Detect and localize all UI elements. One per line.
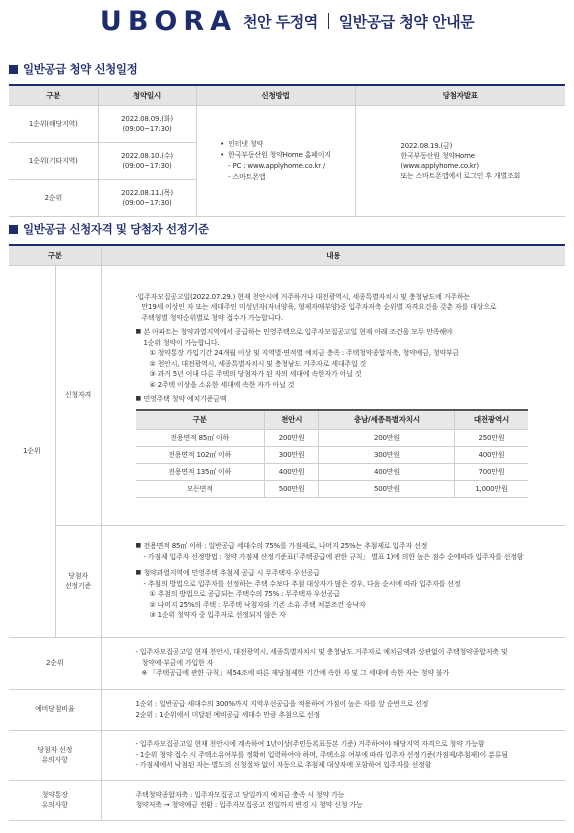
table-row: 모든면적 500만원 500만원 1,000만원 <box>136 481 528 498</box>
table-row: 전용면적 85㎡ 이하 200만원 200만원 250만원 <box>136 430 528 447</box>
list-item: - PC : www.applyhome.co.kr / <box>228 161 326 170</box>
col-header: 충남/세종특별자치시 <box>319 410 455 430</box>
col-header-date: 청약일시 <box>98 85 196 105</box>
section1-title: 일반공급 청약 신청일정 <box>9 61 137 77</box>
col-header-method: 신청방법 <box>196 85 355 105</box>
schedule-table <box>9 84 565 217</box>
qualification-intro: ·입주자모집공고일(2022.07.29.) 현재 천안시에 거주하거나 대전광역시, 세종특별자치시 및 충청남도에 거주하는 만19세 이상인 자 또는 세대주인 미성년자(자녀양육, 형제자매부양)중 입주자저축 순위별 자격요건을 갖춘 자를 대상으로 주택형별 청약순위별로 청약 접수가 가능합니다. <box>135 292 497 322</box>
rank2-label: 2순위 <box>9 637 101 689</box>
list-item: ③ 1순위 청약자 중 입주자로 선정되지 않은 자 <box>149 611 286 620</box>
row-date: 2022.08.11.(목) (09:00~17:30) <box>98 179 196 216</box>
list-item: ② 나머지 25%의 주택 : 무주택 낙첨자와 기존 소유 주택 처분조건 승낙자 <box>149 600 366 609</box>
list-item: ② 천안시, 대전광역시, 세종특별자치시 및 충청남도 거주자로 세대주일 것 <box>149 359 367 368</box>
brand-logo: UBORA <box>99 5 238 37</box>
row-date: 2022.08.10.(수) (09:00~17:30) <box>98 142 196 179</box>
deposit-table <box>136 409 528 499</box>
row-category: 2순위 <box>9 179 98 216</box>
announcement-cell: 2022.08.19.(금) 한국부동산원 청약Home (www.applyhome.co.kr) 또는 스마트폰앱에서 로그인 후 개별조회 <box>355 105 565 216</box>
table-row <box>9 105 565 142</box>
col-header-category: 구분 <box>9 85 98 105</box>
method-list <box>220 139 331 183</box>
header-divider <box>328 13 329 29</box>
table-row <box>9 689 565 730</box>
fund-section <box>136 394 566 498</box>
col-header: 구분 <box>136 410 265 430</box>
bank-content: 주택청약종합저축 : 입주자모집공고 당일까지 예치금 충족 시 청약 가능 청약저축 → 청약예금 전환 : 입주자모집공고 전일까지 변경 시 청약 신청 가능 <box>101 780 565 820</box>
fund-title: ■ 민영주택 청약 예치기준금액 <box>136 394 566 405</box>
list-item: ① 추첨의 방법으로 공급되는 주택수의 75% : 무주택자 우선공급 <box>149 590 340 599</box>
caution-content: - 입주자모집공고일 현재 천안시에 계속하여 1년이상(주민등록표등본 기준) 거주하여야 해당지역 자격으로 청약 가능함 - 1순위 청약 접수 시 주택소유여부를 정확히 입력하여야 하며, 주택소유 여부에 따라 입주자 선정기준(가점제/추첨제)이 분류됨 - 가점제에서 낙첨된 자는 별도의 신청절차 없이 자동으로 추첨제 대상자에 포함하여 입주자를 선정함 <box>101 730 565 780</box>
table-row <box>9 265 565 525</box>
reserve-content: 1순위 : 일반공급 세대수의 300%까지 지역우선공급을 적용하여 가점이 높은 자를 앞 순번으로 선정 2순위 : 1순위에서 미달된 예비공급 세대수 만큼 추첨으로 선정 <box>101 689 565 730</box>
method-cell <box>196 105 355 216</box>
qualification-table <box>9 244 565 821</box>
reserve-label: 예비당첨비율 <box>9 689 101 730</box>
table-header-row <box>9 245 565 265</box>
row-category: 1순위(해당지역) <box>9 105 98 142</box>
qualification-content <box>101 265 565 525</box>
col-header-announcement: 당첨자발표 <box>355 85 565 105</box>
list-item: • 인터넷 청약 <box>220 139 331 150</box>
section2-title: 일반공급 신청자격 및 당첨자 선정기준 <box>9 221 209 237</box>
header-subtitle: 천안 두정역 <box>243 12 318 31</box>
table-row <box>9 730 565 780</box>
table-header-row <box>136 410 528 430</box>
square-bullet-icon <box>9 225 18 234</box>
list-item: • 한국부동산원 청약Home 홈페이지 <box>220 150 331 161</box>
qualification-label: 신청자격 <box>55 265 101 525</box>
rank1-label: 1순위 <box>9 265 55 637</box>
list-item: ① 청약통장 가입기간 24개월 이상 및 지역별·면적별 예치금 충족 : 주택청약종합저축, 청약예금, 청약부금 <box>149 349 460 358</box>
selection-content: ■ 전용면적 85㎡ 이하 : 일반공급 세대수의 75%를 가점제로, 나머지 25%는 추첨제로 입주자 선정 - 가점제 입주자 선정방법 : 청약 가점제 산정기준표(「주택공급에 관한 규칙」 별표 1)에 의한 높은 점수 순에따라 입주자를 선정함 ■ 청약과열지역에 민영주택 추첨제 공급 시 무주택자 우선공급 - 추첨의 방법으로 입주자를 선정하는 주택 수보다 추첨 대상자가 많은 경우, 다음 순서에 따라 입주자를 선정 ① 추첨의 방법으로 공급되는 주택수의 75% : 무주택자 우선공급 ② 나머지 25%의 주택 : 무주택 낙첨자와 기존 소유 주택 처분조건 승낙자 ③ 1순위 청약자 중 입주자로 선정되지 않은 자 <box>101 525 565 637</box>
table-row: 전용면적 102㎡ 이하 300만원 300만원 400만원 <box>136 447 528 464</box>
caution-label: 당첨자 선정 유의사항 <box>9 730 101 780</box>
col-header-category: 구분 <box>9 245 101 265</box>
page-header <box>0 0 574 42</box>
square-bullet-icon <box>9 65 18 74</box>
row-category: 1순위(기타지역) <box>9 142 98 179</box>
list-item: ④ 2주택 이상을 소유한 세대에 속한 자가 아닐 것 <box>149 380 295 389</box>
rank2-content: - 입주자모집공고일 현재 천안시, 대전광역시, 세종특별자치시 및 충청남도 거주자로 예치금액과 상관없이 주택청약종합저축 및 청약예·부금에 가입한 자 ※ 「주택공급에 관한 규칙」제54조에 따른 재당첨제한 기간에 속한 자 및 그 세대에 속한 자는 청약 불가 <box>101 637 565 689</box>
selection-label: 당첨자 선정기준 <box>55 525 101 637</box>
col-header: 천안시 <box>264 410 319 430</box>
table-row <box>9 525 565 637</box>
qualification-conditions: ■ 본 아파트는 청약과열지역에서 공급하는 민영주택으로 입주자모집공고일 현재 아래 조건을 모두 만족해야 1순위 청약이 가능합니다. ① 청약통장 가입기간 24개월 이상 및 지역별·면적별 예치금 충족 : 주택청약종합저축, 청약예금, 청약부금 ② 천안시, 대전광역시, 세종특별자치시 및 충청남도 거주자로 세대주일 것 ③ 과거 5년 이내 다른 주택의 당첨자가 된 자의 세대에 속한자가 아닐 것 ④ 2주택 이상을 소유한 세대에 속한 자가 아닐 것 <box>136 327 566 390</box>
table-row: 전용면적 135㎡ 이하 400만원 400만원 700만원 <box>136 464 528 481</box>
col-header: 대전광역시 <box>455 410 528 430</box>
list-item: ③ 과거 5년 이내 다른 주택의 당첨자가 된 자의 세대에 속한자가 아닐 것 <box>149 370 362 379</box>
list-item: - 스마트폰앱 <box>228 172 266 181</box>
table-row <box>9 637 565 689</box>
bank-label: 청약통장 유의사항 <box>9 780 101 820</box>
row-date: 2022.08.09.(화) (09:00~17:30) <box>98 105 196 142</box>
table-header-row <box>9 85 565 105</box>
page-title: 일반공급 청약 안내문 <box>338 12 475 31</box>
col-header-content: 내용 <box>101 245 565 265</box>
table-row <box>9 780 565 820</box>
